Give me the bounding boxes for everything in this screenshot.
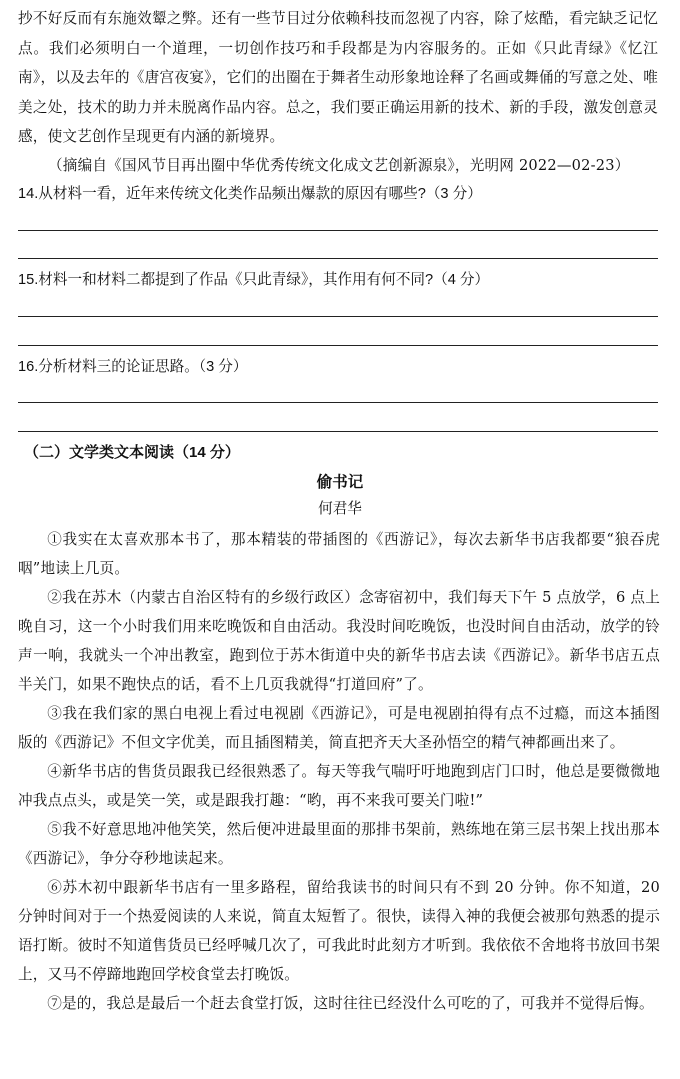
answer-line[interactable]: [18, 402, 658, 403]
question-14: [18, 182, 658, 206]
question-16: [18, 355, 658, 379]
answer-line[interactable]: [18, 230, 658, 231]
story-paragraph: ⑥苏木初中跟新华书店有一里多路程，留给我读书的时间只有不到 20 分钟。你不知道，20 分钟时间对于一个热爱阅读的人来说，简直太短暂了。很快，读得入神的我便会被那句熟悉的提示语打断。彼时不知道售货员已经呼喊几次了，可我此时此刻方才听到。我依依不舍地将书放回书架上，又马不停蹄地跑回学校食堂去打晚饭。: [18, 879, 660, 983]
question-text: 14.从材料一看，近年来传统文化类作品频出爆款的原因有哪些?（3 分）: [18, 186, 482, 202]
material-paragraph: 抄不好反而有东施效颦之弊。还有一些节目过分依赖科技而忽视了内容，除了炫酷，看完缺乏记忆点。我们必须明白一个道理，一切创作技巧和手段都是为内容服务的。正如《只此青绿》《忆江南》，以及去年的《唐宫夜宴》，它们的出圈在于舞者生动形象地诠释了名画或舞俑的写意之处、唯美之处，技术的助力并未脱离作品内容。总之，我们要正确运用新的技术、新的手段，激发创意灵感，使文艺创作呈现更有内涵的新境界。: [18, 10, 658, 145]
material-tail: [18, 4, 658, 180]
story-author: 何君华: [318, 500, 362, 517]
material-source: （摘编自《国风节目再出圈中华优秀传统文化成文艺创新源泉》，光明网 2022—02-23）: [48, 156, 630, 174]
story-paragraph: ②我在苏木（内蒙古自治区特有的乡级行政区）念寄宿初中，我们每天下午 5 点放学，6 点上晚自习，这一个小时我们用来吃晚饭和自由活动。我没时间吃晚饭，也没时间自由活动，放学的铃声一响，我就头一个冲出教室，跑到位于苏木街道中央的新华书店去读《西游记》。新华书店五点半关门，如果不跑快点的话，看不上几页我就得“打道回府”了。: [18, 589, 660, 693]
story-body: [18, 525, 660, 1018]
story-paragraph: ④新华书店的售货员跟我已经很熟悉了。每天等我气喘吁吁地跑到店门口时，他总是要微微地冲我点点头，或是笑一笑，或是跟我打趣：“哟，再不来我可要关门啦!”: [18, 763, 660, 809]
question-text: 15.材料一和材料二都提到了作品《只此青绿》，其作用有何不同?（4 分）: [18, 272, 490, 288]
story-paragraph: ①我实在太喜欢那本书了，那本精装的带插图的《西游记》，每次去新华书店我都要“狼吞虎咽”地读上几页。: [18, 531, 660, 577]
story-paragraph: ⑤我不好意思地冲他笑笑，然后便冲进最里面的那排书架前，熟练地在第三层书架上找出那本《西游记》，争分夺秒地读起来。: [18, 821, 660, 867]
question-15: [18, 268, 658, 292]
section-heading: （二）文学类文本阅读（14 分）: [24, 444, 240, 461]
answer-line[interactable]: [18, 345, 658, 346]
answer-line[interactable]: [18, 258, 658, 259]
story-paragraph: ⑦是的，我总是最后一个赶去食堂打饭，这时往往已经没什么可吃的了，可我并不觉得后悔。: [47, 995, 654, 1012]
answer-line[interactable]: [18, 431, 658, 432]
question-text: 16.分析材料三的论证思路。（3 分）: [18, 359, 248, 375]
story-paragraph: ③我在我们家的黑白电视上看过电视剧《西游记》，可是电视剧拍得有点不过瘾，而这本插图版的《西游记》不但文字优美，而且插图精美，简直把齐天大圣孙悟空的精气神都画出来了。: [18, 705, 660, 751]
story-title: 偷书记: [316, 474, 364, 491]
answer-line[interactable]: [18, 316, 658, 317]
